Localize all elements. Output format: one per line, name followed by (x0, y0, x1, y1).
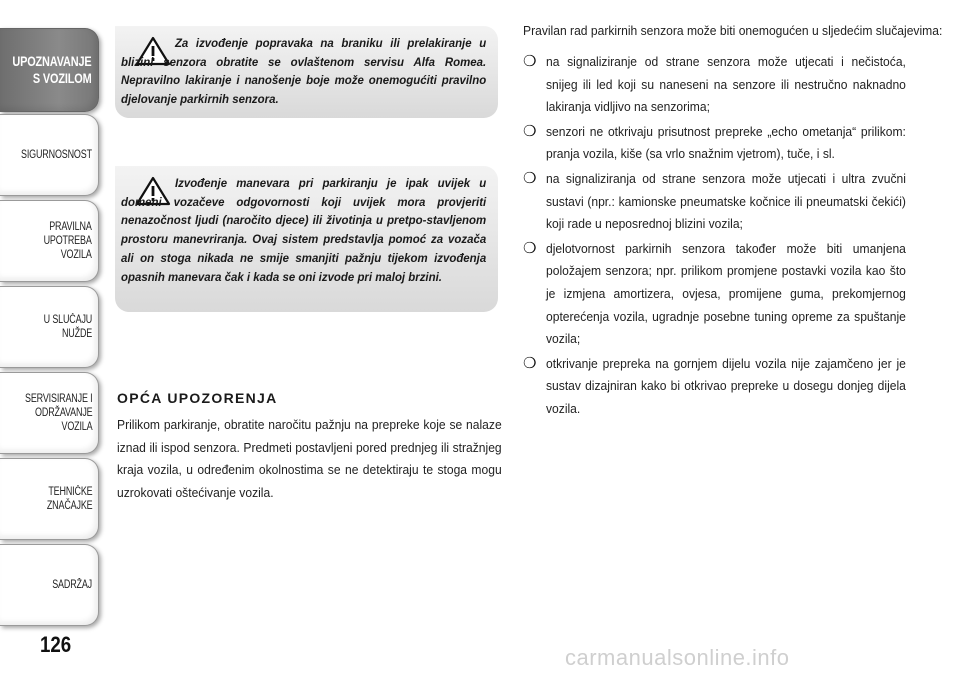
list-item-text: djelotvornost parkirnih senzora također može biti umanjena položajem senzora; npr. prilikom promjene postavki vozila kao što je izmjena amortizera, ovjesa, promijene guma, prekomjernog opterećenja vozila, ugradnje posebne tuning opreme za spuštanje vozila; (546, 240, 906, 347)
tab-tehnicke-znacajke[interactable] (0, 458, 99, 540)
tab-pravilna-upotreba-vozila[interactable] (0, 200, 99, 282)
tab-u-slucaju-nuzde[interactable] (0, 286, 99, 368)
tab-sigurnosnost[interactable] (0, 114, 99, 196)
section-heading: OPĆA UPOZORENJA (117, 390, 278, 406)
tab-label: SIGURNOSNOST (21, 149, 92, 161)
list-item (523, 121, 907, 166)
conditions-list (523, 51, 907, 423)
tab-sadrzaj[interactable] (0, 544, 99, 626)
tab-label: SADRŽAJ (52, 579, 92, 591)
warning-box-parking (115, 166, 498, 312)
bullet-circle-icon: ❍ (523, 168, 537, 187)
tab-label: TEHNIČKE ZNAČAJKE (46, 486, 92, 512)
tab-servisiranje-odrzavanje[interactable] (0, 372, 99, 454)
tab-upoznavanje-s-vozilom[interactable] (0, 28, 99, 112)
list-item (523, 353, 907, 421)
list-item-text: na signaliziranja od strane senzora može utjecati i ultra zvučni sustavi (npr.: kamionske pneumatske kočnice ili pneumatski čekići) koji rade u neposrednoj blizini vozila; (546, 170, 906, 232)
list-item-text: na signaliziranje od strane senzora može utjecati i nečistoća, snijeg ili led koji su naneseni na senzore ili nestručno naknadno lakiranja vidljivo na senzorima; (546, 54, 906, 115)
section-paragraph (117, 414, 502, 504)
tab-label: U SLUČAJU NUŽDE (43, 314, 92, 340)
warning-box-repair (115, 26, 498, 118)
tab-label: PRAVILNA UPOTREBA VOZILA (43, 221, 92, 261)
warning-text: Izvođenje manevara pri parkiranju je ipak uvijek u domeni vozačeve odgovornosti koji uvijek mora provjeriti nenazočnost ljudi (naročito djece) ili životinja u pretpo-stavljenom prostoru manevriranja. Ovaj sistem predstavlja pomoć za vozača ali on stoga nikada ne smije smanjiti pažnju tijekom izvođenja opasnih manevara čak i kada se oni izvode pri maloj brzini. (121, 176, 487, 284)
tab-label: UPOZNAVANJE S VOZILOM (12, 53, 92, 86)
list-item (523, 168, 907, 236)
tab-label: SERVISIRANJE I ODRŽAVANJE VOZILA (24, 393, 92, 433)
bullet-circle-icon: ❍ (523, 52, 537, 70)
intro-text: Pravilan rad parkirnih senzora može biti onemogućen u sljedećim slučajevima: (523, 23, 943, 38)
bullet-circle-icon: ❍ (523, 121, 537, 140)
list-item-text: senzori ne otkrivaju prisutnost prepreke „echo ometanja“ prilikom: pranja vozila, kiše (sa vrlo snažnim vjetrom), tuče, i sl. (546, 123, 906, 162)
warning-text: Za izvođenje popravaka na braniku ili prelakiranje u blizini senzora obratite se ovlaštenom servisu Alfa Romea. Nepravilno lakiranje i nanošenje boje može onemogućiti pravilno djelovanje parkirnih senzora. (121, 36, 487, 107)
list-item (523, 238, 907, 351)
watermark: carmanualsonline.info (565, 645, 790, 670)
bullet-circle-icon: ❍ (523, 238, 537, 257)
bullet-circle-icon: ❍ (523, 353, 537, 372)
paragraph-text: Prilikom parkiranje, obratite naročitu pažnju na prepreke koje se nalaze iznad ili ispod senzora. Predmeti postavljeni pored prednjeg ili stražnjeg kraja vozila, u određenim okolnostima se ne detektiraju te stoga mogu uzrokovati oštećivanje vozila. (117, 417, 502, 500)
list-item-text: otkrivanje prepreka na gornjem dijelu vozila nije zajamčeno jer je sustav dizajniran kako bi otkrivao prepreke u dosegu donjeg dijela vozila. (546, 355, 906, 416)
page-number: 126 (40, 632, 72, 657)
list-item (523, 51, 907, 119)
